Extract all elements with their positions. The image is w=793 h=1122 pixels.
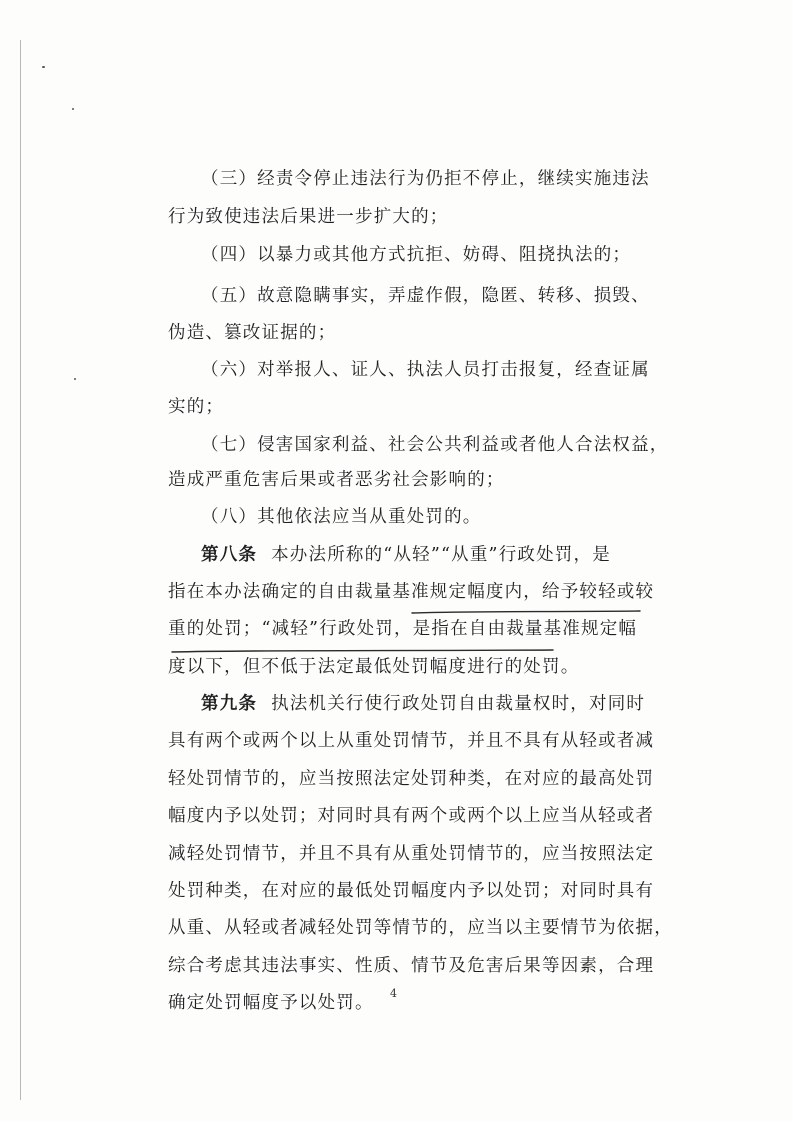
text-line: （八）其他依法应当从重处罚的。 <box>201 507 482 527</box>
page-number: 4 <box>390 987 397 1000</box>
text-line: 执法机关行使行政处罚自由裁量权时，对同时 <box>271 694 646 714</box>
text-line: （六）对举报人、证人、执法人员打击报复，经查证属 <box>201 360 650 380</box>
article-9-first-line <box>201 693 645 715</box>
scan-speck <box>42 66 45 68</box>
article-8-heading: 第八条 <box>201 545 258 565</box>
text-line: 度以下，但不低于法定最低处罚幅度进行的处罚。 <box>168 657 580 677</box>
text-line: 指在本办法确定的自由裁量基准规定幅度内，给予较轻或较 <box>168 582 655 602</box>
text-line: 轻处罚情节的，应当按照法定处罚种类，在对应的最高处罚 <box>168 769 655 789</box>
scan-speck <box>72 108 74 110</box>
text-line: （三）经责令停止违法行为仍拒不停止，继续实施违法 <box>201 169 650 189</box>
text-line: 造成严重危害后果或者恶劣社会影响的； <box>168 470 505 490</box>
text-line: （四）以暴力或其他方式抗拒、妨碍、阻挠执法的； <box>201 245 632 265</box>
text-line: 减轻处罚情节，并且不具有从重处罚情节的，应当按照法定 <box>168 844 655 864</box>
text-line: （七）侵害国家利益、社会公共利益或者他人合法权益， <box>201 435 669 455</box>
text-line: 具有两个或两个以上从重处罚情节，并且不具有从轻或者减 <box>168 731 655 751</box>
text-line: 确定处罚幅度予以处罚。 <box>168 993 374 1013</box>
text-line: （五）故意隐瞒事实，弄虚作假，隐匿、转移、损毁、 <box>201 286 650 306</box>
text-line: 处罚种类，在对应的最低处罚幅度内予以处罚；对同时具有 <box>168 881 655 901</box>
text-line: 伪造、篡改证据的； <box>168 323 337 343</box>
scan-speck <box>74 378 76 380</box>
text-line: 重的处罚；“减轻”行政处罚，是指在自由裁量基准规定幅 <box>168 619 638 639</box>
scan-edge-line <box>20 40 21 1100</box>
text-line: 综合考虑其违法事实、性质、情节及危害后果等因素，合理 <box>168 956 655 976</box>
text-line: 幅度内予以处罚；对同时具有两个或两个以上应当从轻或者 <box>168 806 655 826</box>
text-line: 实的； <box>168 397 225 417</box>
article-9-heading: 第九条 <box>201 694 258 714</box>
text-line: 行为致使违法后果进一步扩大的； <box>168 207 449 227</box>
text-line: 本办法所称的“从轻”“从重”行政处罚，是 <box>271 545 611 565</box>
text-line: 从重、从轻或者减轻处罚等情节的，应当以主要情节为依据， <box>168 918 673 938</box>
article-8-first-line <box>201 544 611 566</box>
